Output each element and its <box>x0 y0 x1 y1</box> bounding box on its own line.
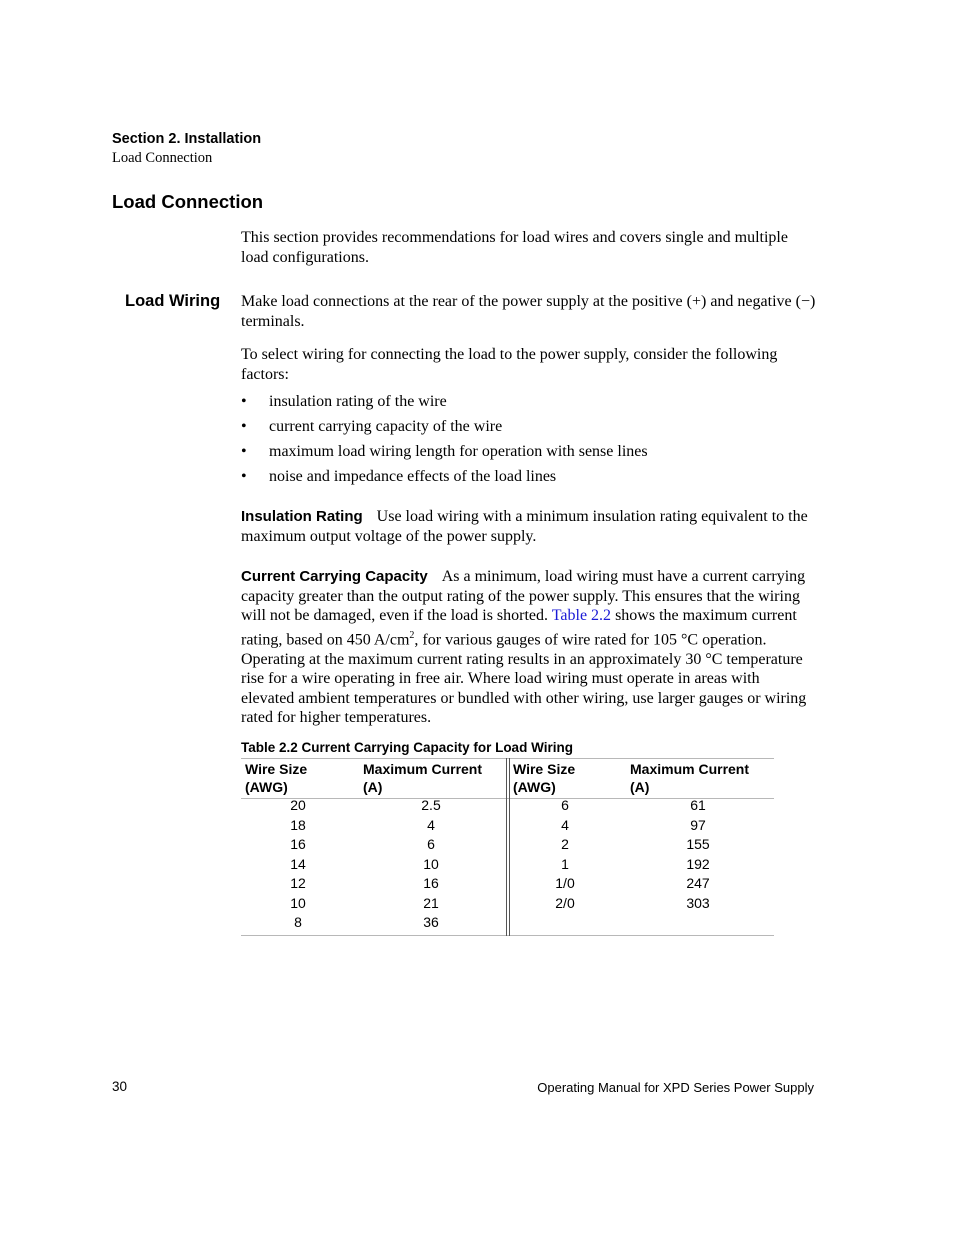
table-cell: 20 <box>290 797 306 813</box>
intro-paragraph: This section provides recommendations for load wires and covers single and multiple load configurations. <box>241 229 788 266</box>
table-cell: 2/0 <box>555 894 575 911</box>
current-capacity-table <box>241 758 774 936</box>
table-cell: 6 <box>561 797 569 813</box>
table-header-cell: Wire Size (AWG) <box>513 761 576 795</box>
current-capacity-heading: Current Carrying Capacity <box>241 568 428 585</box>
table-top-rule <box>241 758 774 759</box>
table-cell: 155 <box>686 836 710 852</box>
load-wiring-heading: Load Wiring <box>125 292 221 310</box>
insulation-rating-heading: Insulation Rating <box>241 508 363 525</box>
list-item-text: noise and impedance effects of the load lines <box>269 468 557 485</box>
footer-title: Operating Manual for XPD Series Power Supply <box>537 1080 814 1095</box>
table-cell: 247 <box>686 875 710 891</box>
list-item-text: insulation rating of the wire <box>269 393 447 410</box>
table-cell: 61 <box>690 797 706 813</box>
table-bottom-rule <box>241 935 774 936</box>
insulation-rating-text: Use load wiring with a minimum insulation rating equivalent to the maximum output voltage of the power supply. <box>241 508 808 545</box>
table-header-cell: Maximum Current (A) <box>363 761 483 795</box>
bullet-icon: • <box>241 468 247 485</box>
list-item-text: maximum load wiring length for operation with sense lines <box>269 443 648 460</box>
table-cell: 10 <box>290 894 306 911</box>
table-2-2-link[interactable]: Table 2.2 <box>551 607 612 625</box>
current-capacity-text-3: , for various gauges of wire rated for 105 °C operation. Operating at the maximum current rating results in an approximately 30 °C temperature rise for a wire operating in free air. Where load wiring must operate in areas with elevated ambient temperatures or bundled with other wiring, use larger gauges or wiring rated for higher temperatures. <box>241 631 807 727</box>
table-cell: 1/0 <box>555 875 575 891</box>
table-cell: 21 <box>423 894 439 911</box>
table-cell: 2.5 <box>421 797 441 813</box>
table-cell: 303 <box>686 894 710 911</box>
table-header-cell: Wire Size (AWG) <box>245 761 308 795</box>
table-cell: 4 <box>427 816 435 833</box>
table-header-cell: Maximum Current (A) <box>630 761 750 795</box>
table-cell: 14 <box>290 855 306 872</box>
current-capacity-paragraph <box>241 567 816 728</box>
current-capacity-text: As a minimum, load wiring must have a current carrying capacity greater than the output rating of the power supply. This ensures that the wiring will not be damaged, even if the load is shorted. <box>241 568 806 625</box>
table-cell: 10 <box>423 855 439 872</box>
current-capacity-text-2: shows the maximum current rating, based on 450 A/cm <box>241 607 797 649</box>
table-cell: 97 <box>690 816 706 833</box>
running-header-subsection: Load Connection <box>112 150 213 166</box>
table-cell: 4 <box>561 816 569 833</box>
table-cell: 192 <box>686 855 710 872</box>
table-cell: 8 <box>294 914 302 930</box>
table-cell: 36 <box>423 914 439 930</box>
table-divider-right <box>509 758 510 936</box>
table-caption: Table 2.2 Current Carrying Capacity for Load Wiring <box>241 740 573 755</box>
list-item-text: current carrying capacity of the wire <box>269 418 503 435</box>
table-cell: 1 <box>561 855 569 872</box>
bullet-icon: • <box>241 443 247 460</box>
table-cell: 16 <box>423 875 439 891</box>
insulation-rating-paragraph <box>241 507 816 546</box>
bullet-icon: • <box>241 393 247 410</box>
table-divider-left <box>506 758 507 936</box>
table-cell: 2 <box>561 836 569 852</box>
table-cell: 6 <box>427 836 435 852</box>
bullet-icon: • <box>241 418 247 435</box>
table-cell: 16 <box>290 836 306 852</box>
page-title: Load Connection <box>112 191 264 212</box>
page-number: 30 <box>112 1079 128 1094</box>
superscript-2: 2 <box>409 629 415 641</box>
running-header-section: Section 2. Installation <box>112 131 262 147</box>
table-cell: 12 <box>290 875 306 891</box>
table-cell: 18 <box>290 816 306 833</box>
load-wiring-paragraph-1: Make load connections at the rear of the power supply at the positive (+) and negative (−) terminals. <box>241 293 816 330</box>
load-wiring-paragraph-2: To select wiring for connecting the load to the power supply, consider the following factors: <box>241 346 778 383</box>
